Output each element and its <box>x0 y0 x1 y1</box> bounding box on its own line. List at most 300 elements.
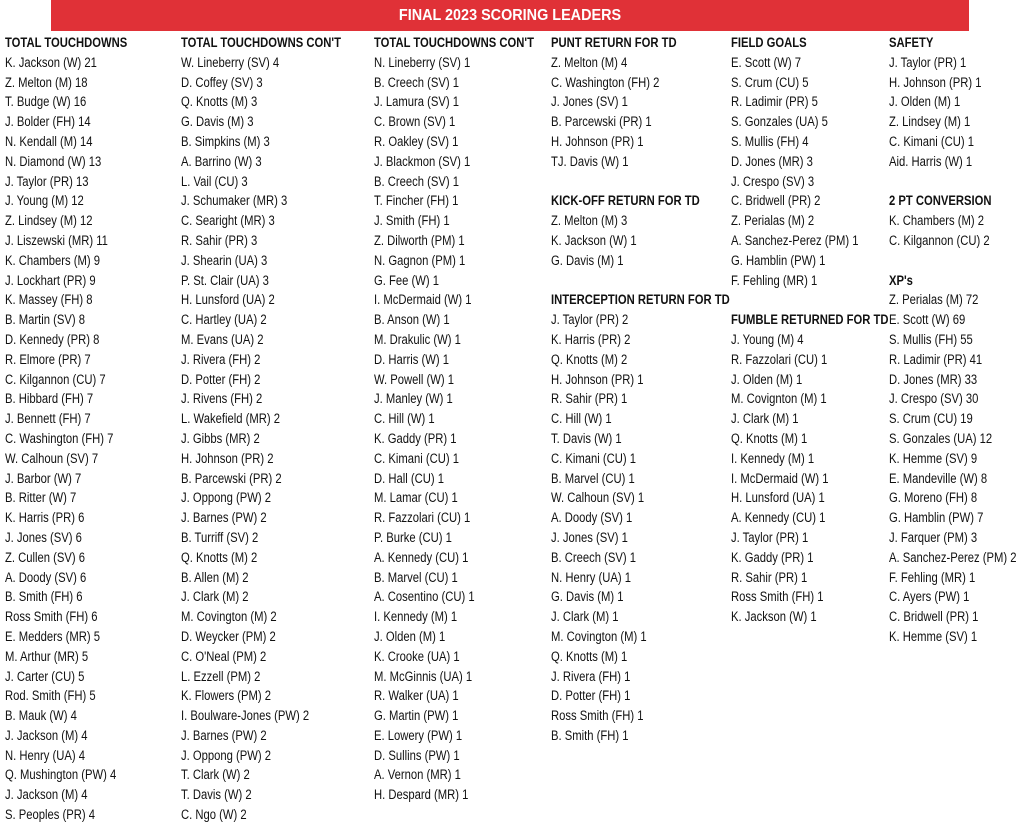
player-entry <box>374 290 564 310</box>
player-entry-text: J. Bolder (FH) 14 <box>5 114 91 130</box>
player-entry <box>181 152 371 172</box>
player-entry-text: M. Arthur (MR) 5 <box>5 648 89 664</box>
player-entry-text: S. Gonzales (UA) 5 <box>731 114 828 130</box>
player-entry-text: Z. Melton (M) 18 <box>5 74 88 90</box>
player-entry <box>5 785 151 805</box>
player-entry <box>551 647 764 667</box>
player-entry-text: Z. Perialas (M) 72 <box>889 292 979 308</box>
section-heading <box>889 271 1020 291</box>
player-entry <box>5 92 151 112</box>
player-entry-text: R. Walker (UA) 1 <box>374 688 459 704</box>
player-entry-text: D. Harris (W) 1 <box>374 351 449 367</box>
stat-section <box>889 191 1020 250</box>
player-entry <box>374 528 564 548</box>
player-entry-text: J. Rivera (FH) 1 <box>551 668 631 684</box>
player-entry <box>374 726 564 746</box>
player-entry-text: E. Lowery (PW) 1 <box>374 727 463 743</box>
player-entry-text: Z. Melton (M) 4 <box>551 54 628 70</box>
section-heading-text: 2 PT CONVERSION <box>889 193 992 209</box>
player-entry-text: G. Hamblin (PW) 1 <box>731 252 826 268</box>
player-entry-text: M. Covington (M) 1 <box>551 628 647 644</box>
player-entry-text: I. Boulware-Jones (PW) 2 <box>181 708 310 724</box>
player-entry-text: B. Parcewski (PR) 1 <box>551 114 652 130</box>
player-entry <box>374 92 564 112</box>
player-entry <box>374 706 564 726</box>
player-entry <box>889 389 1020 409</box>
player-entry-text: A. Barrino (W) 3 <box>181 153 262 169</box>
player-entry-text: J. Oppong (PW) 2 <box>181 747 272 763</box>
player-entry-text: E. Mandeville (W) 8 <box>889 470 988 486</box>
player-entry <box>889 310 1020 330</box>
player-entry-text: A. Vernon (MR) 1 <box>374 767 461 783</box>
player-entry-text: C. Hartley (UA) 2 <box>181 312 267 328</box>
player-entry-text: S. Mullis (FH) 4 <box>731 133 809 149</box>
player-entry <box>5 310 151 330</box>
player-entry <box>889 330 1020 350</box>
section-heading-text: XP's <box>889 272 913 288</box>
player-entry <box>889 508 1020 528</box>
player-entry <box>374 785 564 805</box>
player-entry-text: H. Johnson (PR) 1 <box>889 74 982 90</box>
player-entry-text: G. Davis (M) 1 <box>551 589 624 605</box>
player-entry <box>181 528 371 548</box>
player-entry-text: K. Harris (PR) 2 <box>551 331 631 347</box>
section-heading-text: PUNT RETURN FOR TD <box>551 35 677 50</box>
player-entry <box>374 686 564 706</box>
stat-section <box>889 271 1020 647</box>
player-entry-text: J. Jones (SV) 6 <box>5 529 82 545</box>
player-entry <box>374 548 564 568</box>
column-3 <box>374 33 564 805</box>
player-entry <box>181 785 371 805</box>
player-entry <box>5 132 151 152</box>
player-entry-text: T. Budge (W) 16 <box>5 94 87 110</box>
player-entry-text: J. Olden (M) 1 <box>889 94 961 110</box>
player-entry <box>181 587 371 607</box>
player-entry-text: J. Gibbs (MR) 2 <box>181 430 260 446</box>
player-entry-text: K. Chambers (M) 2 <box>889 213 985 229</box>
player-entry <box>374 607 564 627</box>
player-entry-text: D. Coffey (SV) 3 <box>181 74 263 90</box>
player-entry-text: K. Gaddy (PR) 1 <box>374 430 457 446</box>
player-entry <box>889 73 1020 93</box>
player-entry <box>181 389 371 409</box>
player-entry <box>181 211 371 231</box>
player-entry-text: M. Lamar (CU) 1 <box>374 490 458 506</box>
player-entry <box>889 449 1020 469</box>
player-entry <box>551 627 764 647</box>
section-heading <box>5 33 151 53</box>
player-entry-text: B. Creech (SV) 1 <box>374 173 460 189</box>
player-entry-text: A. Sanchez-Perez (PM) 1 <box>731 232 859 248</box>
player-entry <box>5 805 151 825</box>
player-entry <box>374 132 564 152</box>
player-entry <box>181 310 371 330</box>
player-entry-text: M. McGinnis (UA) 1 <box>374 668 473 684</box>
player-entry-text: Z. Cullen (SV) 6 <box>5 549 86 565</box>
player-entry-text: Ross Smith (FH) 1 <box>551 708 644 724</box>
player-entry-text: S. Peoples (PR) 4 <box>5 807 96 823</box>
player-entry-text: D. Jones (MR) 33 <box>889 371 978 387</box>
player-entry <box>5 350 151 370</box>
player-entry-text: S. Mullis (FH) 55 <box>889 331 973 347</box>
player-entry <box>5 152 151 172</box>
player-entry-text: Ross Smith (FH) 6 <box>5 609 98 625</box>
player-entry-text: G. Moreno (FH) 8 <box>889 490 978 506</box>
player-entry-text: L. Vail (CU) 3 <box>181 173 248 189</box>
player-entry-text: J. Oppong (PW) 2 <box>181 490 272 506</box>
player-entry-text: Q. Knotts (M) 1 <box>551 648 628 664</box>
player-entry <box>889 152 1020 172</box>
player-entry-text: N. Henry (UA) 1 <box>551 569 632 585</box>
player-entry <box>5 607 151 627</box>
player-entry <box>889 469 1020 489</box>
player-entry-text: R. Oakley (SV) 1 <box>374 133 459 149</box>
player-entry-text: J. Rivens (FH) 2 <box>181 391 263 407</box>
player-entry-text: B. Smith (FH) 1 <box>551 727 629 743</box>
player-entry-text: Q. Knotts (M) 3 <box>181 94 258 110</box>
player-entry-text: K. Jackson (W) 1 <box>731 609 817 625</box>
player-entry-text: N. Henry (UA) 4 <box>5 747 86 763</box>
player-entry <box>889 528 1020 548</box>
player-entry-text: A. Kennedy (CU) 1 <box>731 510 826 526</box>
player-entry-text: B. Parcewski (PR) 2 <box>181 470 282 486</box>
column-6 <box>889 33 1020 647</box>
player-entry <box>374 765 564 785</box>
player-entry-text: H. Johnson (PR) 2 <box>181 450 274 466</box>
player-entry <box>551 686 764 706</box>
player-entry <box>181 350 371 370</box>
player-entry-text: Z. Perialas (M) 2 <box>731 213 815 229</box>
player-entry <box>5 251 151 271</box>
player-entry <box>374 350 564 370</box>
player-entry-text: L. Wakefield (MR) 2 <box>181 411 280 427</box>
player-entry-text: J. Taylor (PR) 1 <box>731 529 809 545</box>
player-entry <box>5 508 151 528</box>
player-entry <box>5 231 151 251</box>
player-entry <box>889 548 1020 568</box>
player-entry-text: W. Powell (W) 1 <box>374 371 454 387</box>
stat-section <box>181 33 371 825</box>
player-entry <box>889 370 1020 390</box>
player-entry-text: J. Crespo (SV) 3 <box>731 173 815 189</box>
player-entry-text: D. Potter (FH) 1 <box>551 688 631 704</box>
player-entry-text: Z. Lindsey (M) 1 <box>889 114 971 130</box>
player-entry <box>5 746 151 766</box>
player-entry-text: B. Creech (SV) 1 <box>374 74 460 90</box>
player-entry-text: T. Fincher (FH) 1 <box>374 193 459 209</box>
player-entry <box>181 706 371 726</box>
player-entry-text: B. Martin (SV) 8 <box>5 312 86 328</box>
player-entry-text: C. Brown (SV) 1 <box>374 114 456 130</box>
player-entry <box>889 587 1020 607</box>
player-entry-text: J. Jones (SV) 1 <box>551 94 628 110</box>
player-entry-text: J. Crespo (SV) 30 <box>889 391 979 407</box>
player-entry <box>889 112 1020 132</box>
player-entry-text: C. Ayers (PW) 1 <box>889 589 970 605</box>
player-entry-text: C. Kilgannon (CU) 2 <box>889 232 990 248</box>
player-entry-text: B. Mauk (W) 4 <box>5 708 77 724</box>
player-entry <box>5 667 151 687</box>
player-entry <box>889 92 1020 112</box>
player-entry-text: N. Kendall (M) 14 <box>5 133 93 149</box>
player-entry-text: B. Anson (W) 1 <box>374 312 450 328</box>
player-entry <box>5 172 151 192</box>
player-entry <box>181 568 371 588</box>
section-heading-text: KICK-OFF RETURN FOR TD <box>551 193 700 209</box>
player-entry <box>374 587 564 607</box>
player-entry <box>5 409 151 429</box>
player-entry <box>5 290 151 310</box>
player-entry <box>374 251 564 271</box>
player-entry-text: C. Kimani (CU) 1 <box>551 450 637 466</box>
player-entry-text: K. Harris (PR) 6 <box>5 510 85 526</box>
player-entry <box>181 231 371 251</box>
player-entry <box>374 389 564 409</box>
player-entry <box>374 449 564 469</box>
player-entry <box>889 429 1020 449</box>
player-entry-text: J. Schumaker (MR) 3 <box>181 193 288 209</box>
player-entry-text: Aid. Harris (W) 1 <box>889 153 973 169</box>
section-heading <box>889 33 1020 53</box>
player-entry-text: R. Fazzolari (CU) 1 <box>374 510 471 526</box>
player-entry-text: G. Davis (M) 3 <box>181 114 254 130</box>
player-entry <box>5 568 151 588</box>
player-entry-text: C. Kilgannon (CU) 7 <box>5 371 106 387</box>
player-entry <box>181 488 371 508</box>
player-entry <box>551 667 764 687</box>
player-entry-text: A. Kennedy (CU) 1 <box>374 549 469 565</box>
player-entry-text: S. Gonzales (UA) 12 <box>889 430 993 446</box>
player-entry-text: B. Marvel (CU) 1 <box>374 569 458 585</box>
player-entry-text: B. Marvel (CU) 1 <box>551 470 635 486</box>
player-entry <box>181 73 371 93</box>
player-entry-text: K. Gaddy (PR) 1 <box>731 549 814 565</box>
player-entry <box>5 429 151 449</box>
player-entry <box>5 370 151 390</box>
player-entry-text: C. Bridwell (PR) 1 <box>889 609 979 625</box>
player-entry-text: K. Chambers (M) 9 <box>5 252 101 268</box>
player-entry-text: H. Johnson (PR) 1 <box>551 371 644 387</box>
player-entry-text: C. Washington (FH) 2 <box>551 74 660 90</box>
player-entry <box>5 469 151 489</box>
player-entry-text: J. Rivera (FH) 2 <box>181 351 261 367</box>
player-entry-text: Z. Dilworth (PM) 1 <box>374 232 465 248</box>
player-entry <box>181 746 371 766</box>
player-entry-text: C. Kimani (CU) 1 <box>889 133 975 149</box>
player-entry-text: B. Turriff (SV) 2 <box>181 529 259 545</box>
page-title: FINAL 2023 SCORING LEADERS <box>398 7 622 24</box>
player-entry-text: I. Kennedy (M) 1 <box>374 609 458 625</box>
player-entry-text: R. Ladimir (PR) 5 <box>731 94 818 110</box>
player-entry-text: K. Hemme (SV) 9 <box>889 450 978 466</box>
player-entry-text: P. St. Clair (UA) 3 <box>181 272 269 288</box>
player-entry-text: D. Hall (CU) 1 <box>374 470 444 486</box>
player-entry-text: T. Clark (W) 2 <box>181 767 250 783</box>
player-entry-text: J. Blackmon (SV) 1 <box>374 153 471 169</box>
player-entry-text: J. Barnes (PW) 2 <box>181 510 267 526</box>
stat-section <box>889 33 1020 172</box>
player-entry <box>5 587 151 607</box>
player-entry-text: K. Jackson (W) 1 <box>551 232 637 248</box>
player-entry <box>5 112 151 132</box>
player-entry-text: J. Clark (M) 2 <box>181 589 249 605</box>
player-entry <box>181 271 371 291</box>
player-entry <box>181 449 371 469</box>
section-heading-text: INTERCEPTION RETURN FOR TD <box>551 292 730 308</box>
player-entry <box>181 548 371 568</box>
player-entry-text: R. Sahir (PR) 1 <box>731 569 808 585</box>
player-entry-text: Q. Mushington (PW) 4 <box>5 767 117 783</box>
player-entry <box>181 330 371 350</box>
player-entry <box>181 469 371 489</box>
player-entry <box>374 508 564 528</box>
section-heading <box>374 33 564 53</box>
player-entry-text: W. Calhoun (SV) 1 <box>551 490 645 506</box>
player-entry <box>374 152 564 172</box>
player-entry <box>889 568 1020 588</box>
player-entry-text: M. Covignton (M) 1 <box>731 391 827 407</box>
player-entry-text: B. Hibbard (FH) 7 <box>5 391 94 407</box>
player-entry <box>5 627 151 647</box>
player-entry-text: B. Allen (M) 2 <box>181 569 249 585</box>
player-entry-text: Q. Knotts (M) 2 <box>181 549 258 565</box>
player-entry <box>374 429 564 449</box>
player-entry <box>374 231 564 251</box>
player-entry-text: J. Taylor (PR) 1 <box>889 54 967 70</box>
player-entry-text: W. Calhoun (SV) 7 <box>5 450 99 466</box>
player-entry-text: K. Crooke (UA) 1 <box>374 648 460 664</box>
player-entry <box>5 706 151 726</box>
player-entry-text: J. Barnes (PW) 2 <box>181 727 267 743</box>
player-entry <box>181 290 371 310</box>
player-entry-text: D. Jones (MR) 3 <box>731 153 813 169</box>
stat-section <box>374 33 564 805</box>
player-entry-text: I. McDermaid (W) 1 <box>731 470 829 486</box>
player-entry-text: A. Sanchez-Perez (PM) 2 <box>889 549 1017 565</box>
player-entry <box>374 488 564 508</box>
player-entry-text: J. Jackson (M) 4 <box>5 727 88 743</box>
player-entry <box>5 528 151 548</box>
player-entry <box>5 488 151 508</box>
player-entry-text: S. Crum (CU) 19 <box>889 411 973 427</box>
player-entry-text: TJ. Davis (W) 1 <box>551 153 629 169</box>
player-entry <box>5 211 151 231</box>
player-entry-text: M. Covington (M) 2 <box>181 609 277 625</box>
player-entry-text: E. Scott (W) 69 <box>889 312 966 328</box>
player-entry <box>181 667 371 687</box>
player-entry <box>5 73 151 93</box>
player-entry-text: D. Sullins (PW) 1 <box>374 747 460 763</box>
player-entry <box>181 765 371 785</box>
player-entry-text: I. Kennedy (M) 1 <box>731 450 815 466</box>
player-entry-text: H. Despard (MR) 1 <box>374 787 469 803</box>
player-entry <box>889 488 1020 508</box>
player-entry-text: P. Burke (CU) 1 <box>374 529 452 545</box>
player-entry <box>181 172 371 192</box>
player-entry-text: J. Taylor (PR) 2 <box>551 312 629 328</box>
player-entry-text: B. Smith (FH) 6 <box>5 589 83 605</box>
player-entry <box>181 686 371 706</box>
section-heading <box>889 191 1020 211</box>
player-entry-text: L. Ezzell (PM) 2 <box>181 668 261 684</box>
player-entry-text: G. Hamblin (PW) 7 <box>889 510 984 526</box>
player-entry <box>374 112 564 132</box>
player-entry <box>374 370 564 390</box>
player-entry-text: W. Lineberry (SV) 4 <box>181 54 280 70</box>
player-entry <box>5 271 151 291</box>
player-entry-text: J. Young (M) 12 <box>5 193 84 209</box>
player-entry-text: J. Manley (W) 1 <box>374 391 453 407</box>
player-entry-text: R. Elmore (PR) 7 <box>5 351 91 367</box>
player-entry-text: C. O'Neal (PM) 2 <box>181 648 267 664</box>
player-entry-text: D. Kennedy (PR) 8 <box>5 331 100 347</box>
player-entry-text: J. Smith (FH) 1 <box>374 213 450 229</box>
section-heading-text: FIELD GOALS <box>731 35 807 50</box>
player-entry-text: R. Sahir (PR) 3 <box>181 232 258 248</box>
player-entry <box>374 53 564 73</box>
player-entry-text: J. Lamura (SV) 1 <box>374 94 460 110</box>
player-entry-text: T. Davis (W) 2 <box>181 787 252 803</box>
player-entry-text: G. Davis (M) 1 <box>551 252 624 268</box>
player-entry <box>181 370 371 390</box>
player-entry-text: M. Drakulic (W) 1 <box>374 331 461 347</box>
player-entry <box>374 469 564 489</box>
player-entry-text: J. Farquer (PM) 3 <box>889 529 978 545</box>
section-heading-text: TOTAL TOUCHDOWNS CON'T <box>374 35 534 50</box>
player-entry-text: Q. Knotts (M) 1 <box>731 430 808 446</box>
player-entry <box>181 112 371 132</box>
player-entry <box>551 706 764 726</box>
player-entry <box>5 765 151 785</box>
player-entry-text: C. Hill (W) 1 <box>551 411 612 427</box>
player-entry-text: J. Liszewski (MR) 11 <box>5 232 108 248</box>
player-entry-text: T. Davis (W) 1 <box>551 430 622 446</box>
player-entry <box>374 211 564 231</box>
player-entry-text: C. Hill (W) 1 <box>374 411 435 427</box>
player-entry <box>5 726 151 746</box>
player-entry-text: F. Fehling (MR) 1 <box>731 272 818 288</box>
player-entry <box>181 508 371 528</box>
player-entry <box>374 191 564 211</box>
player-entry <box>374 746 564 766</box>
player-entry <box>5 647 151 667</box>
player-entry <box>181 132 371 152</box>
player-entry <box>889 627 1020 647</box>
player-entry-text: D. Potter (FH) 2 <box>181 371 261 387</box>
title-banner <box>51 0 969 31</box>
player-entry-text: N. Lineberry (SV) 1 <box>374 54 471 70</box>
player-entry <box>181 805 371 825</box>
player-entry-text: J. Bennett (FH) 7 <box>5 411 91 427</box>
player-entry <box>5 389 151 409</box>
player-entry <box>889 409 1020 429</box>
player-entry <box>374 627 564 647</box>
player-entry-text: D. Weycker (PM) 2 <box>181 628 276 644</box>
player-entry-text: Rod. Smith (FH) 5 <box>5 688 96 704</box>
player-entry-text: H. Lunsford (UA) 2 <box>181 292 275 308</box>
player-entry-text: A. Doody (SV) 6 <box>5 569 87 585</box>
player-entry-text: C. Washington (FH) 7 <box>5 430 114 446</box>
player-entry <box>181 409 371 429</box>
player-entry <box>181 726 371 746</box>
player-entry <box>374 568 564 588</box>
player-entry <box>374 409 564 429</box>
section-heading-text: TOTAL TOUCHDOWNS CON'T <box>181 35 341 50</box>
player-entry <box>374 73 564 93</box>
player-entry-text: N. Diamond (W) 13 <box>5 153 102 169</box>
stat-section <box>5 33 151 825</box>
